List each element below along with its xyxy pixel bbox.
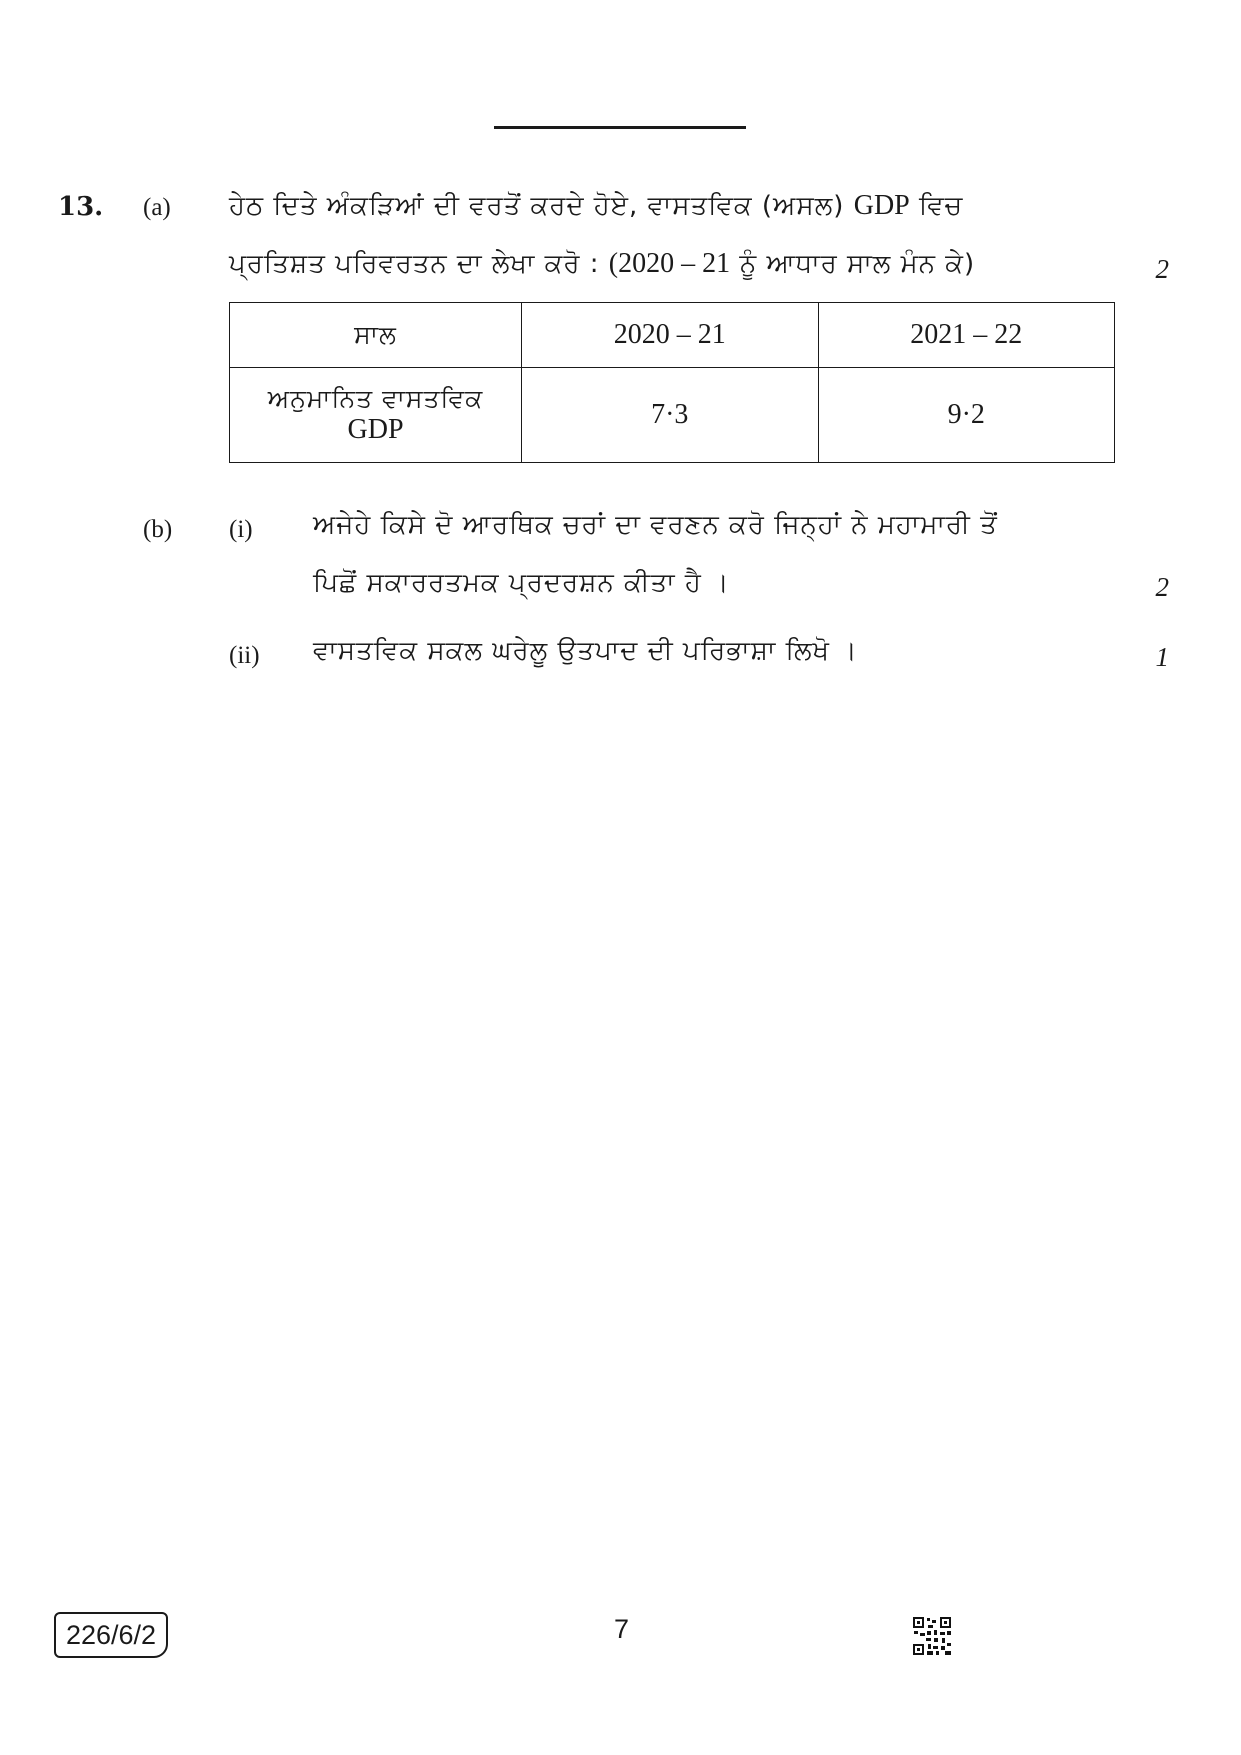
part-b-i-line-1: ਅਜੇਹੇ ਕਿਸੇ ਦੋ ਆਰਥਿਕ ਚਰਾਂ ਦਾ ਵਰਣਨ ਕਰੋ ਜਿਨ੍ਹਾਂ ਨੇ ਮਹਾਮਾਰੀ ਤੋਂ — [313, 510, 998, 540]
part-a-line-2-pa-1: ਪ੍ਰਤਿਸ਼ਤ ਪਰਿਵਰਤਨ ਦਾ ਲੇਖਾ ਕਰੋ : — [229, 249, 600, 279]
table-row-label-gdp: GDP — [347, 414, 404, 445]
table-value-2: 9·2 — [818, 368, 1114, 463]
table-header-year-2: 2021 – 22 — [818, 303, 1114, 368]
paper-code: 226/6/2 — [54, 1612, 168, 1658]
part-a-marks: 2 — [1155, 254, 1169, 284]
qr-code-icon — [912, 1616, 952, 1656]
top-divider — [494, 126, 746, 129]
question-number: 13. — [58, 192, 104, 222]
part-a-line-1-pa-2: ਵਿਚ — [919, 191, 964, 221]
part-a-line-2-pa-2: ਨੂੰ ਆਧਾਰ ਸਾਲ ਮੰਨ ਕੇ) — [739, 249, 976, 279]
table-header-year-1: 2020 – 21 — [522, 303, 818, 368]
part-a-line-1-pa-1: ਹੇਠ ਦਿਤੇ ਅੰਕੜਿਆਂ ਦੀ ਵਰਤੋਂ ਕਰਦੇ ਹੋਏ, ਵਾਸਤਵਿਕ (ਅਸਲ) — [229, 191, 845, 221]
table-value-1: 7·3 — [522, 368, 818, 463]
part-b-i-line-2: ਪਿਛੋਂ ਸਕਾਰਰਤਮਕ ਪ੍ਰਦਰਸ਼ਨ ਕੀਤਾ ਹੈ । — [313, 568, 730, 598]
table-row — [230, 368, 1115, 463]
page-number: 7 — [614, 1614, 630, 1644]
part-a-line-1-gdp: GDP — [853, 190, 910, 221]
part-b-ii-marks: 1 — [1155, 642, 1169, 672]
table-header-row — [230, 303, 1115, 368]
part-b-i-label: (i) — [229, 516, 253, 543]
gdp-table — [229, 302, 1115, 463]
part-a-line-2-year: (2020 – 21 — [608, 248, 731, 279]
part-b-i-marks: 2 — [1155, 572, 1169, 602]
table-row-label — [230, 368, 522, 463]
part-a-label: (a) — [143, 194, 171, 221]
part-b-ii-label: (ii) — [229, 642, 260, 669]
part-a-line-1 — [229, 190, 963, 222]
table-header-label: ਸਾਲ — [230, 303, 522, 368]
part-b-ii-line-1: ਵਾਸਤਵਿਕ ਸਕਲ ਘਰੇਲੂ ਉਤਪਾਦ ਦੀ ਪਰਿਭਾਸ਼ਾ ਲਿਖੋ । — [313, 636, 858, 666]
table-row-label-pa: ਅਨੁਮਾਨਿਤ ਵਾਸਤਵਿਕ — [267, 384, 484, 413]
part-b-label: (b) — [143, 516, 173, 543]
part-a-line-2 — [229, 248, 975, 280]
